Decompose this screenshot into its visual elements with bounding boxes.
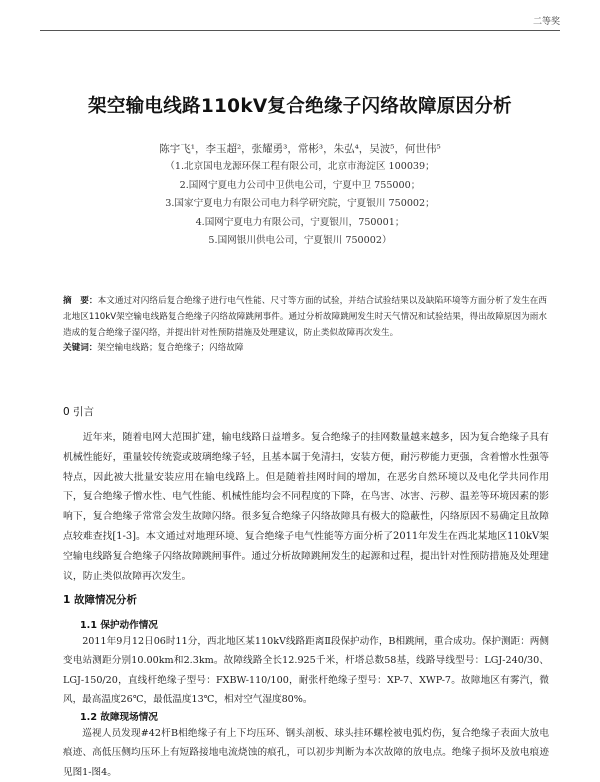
abstract-label: 摘 要： — [63, 296, 98, 306]
section-1-1-heading: 1.1 保护动作情况 — [80, 620, 158, 631]
section-1-heading: 1 故障情况分析 — [63, 594, 137, 606]
section-1-1-body: 2011年9月12日06时11分，西北地区某110kV线路距离Ⅱ段保护动作，B相跳闸，重合成功。保护测距：两侧变电站测距分别10.00km和2.3km。故障线路全长12.925千米，杆塔总数58基，线路导线型号：LGJ-240/30、LGJ-150/20，直线杆绝缘子型号：FXBW-110/100，耐张杆绝缘子型号：XP-7、XWP-7。故障地区有雾汽，微风，最高温度26℃，最低温度13℃，相对空气湿度80%。 — [63, 636, 549, 706]
section-1-2-body: 巡视人员发现#42杆B相绝缘子有上下均压环、钢头剖板、球头挂环螺栓被电弧灼伤，复合绝缘子表面大放电痕迹、高低压侧均压环上有短路接地电流烧蚀的痕孔，可以初步判断为本次故障的放电点。绝缘子损坏及放电痕迹见图1-图4。 — [63, 728, 549, 778]
keywords — [63, 341, 547, 353]
section-0-body: 近年来，随着电网大范围扩建，输电线路日益增多。复合绝缘子的挂网数量越来越多，因为复合绝缘子具有机械性能好，重量较传统瓷或玻璃绝缘子轻，且基本属于免清扫，安装方便，耐污秽能力更强，含着憎水性强等特点，因此被大批量安装应用在输电线路上。但是随着挂网时间的增加，在恶劣自然环境以及电化学共同作用下，复合绝缘子憎水性、电气性能、机械性能均会不同程度的下降，在鸟害、冰害、污秽、温差等环境因素的影响下，复合绝缘子常常会发生故障闪络。很多复合绝缘子闪络故障具有极大的隐蔽性，闪络原因不易确定且故障点较难查找[1-3]。本文通过对地理环境、复合绝缘子电气性能等方面分析了2011年发生在西北某地区110kV架空输电线路复合绝缘子闪络故障跳闸事件。通过分析故障跳闸发生的起源和过程，提出针对性预防措施及处理建议，防止类似故障再次发生。 — [63, 432, 549, 582]
keywords-text: 架空输电线路；复合绝缘子；闪络故障 — [97, 343, 244, 353]
author-list: 陈宇飞¹，李玉超²，张耀勇³，常彬³，朱弘⁴，吴波⁵，何世伟⁵ — [159, 143, 441, 155]
paper-title: 架空输电线路110kV复合绝缘子闪络故障原因分析 — [88, 96, 512, 117]
affiliation-line: （1.北京国电龙源环保工程有限公司，北京市海淀区 100039； — [165, 161, 435, 172]
abstract — [63, 293, 547, 341]
keywords-label: 关键词： — [63, 343, 98, 353]
affiliation-line: 5.国网银川供电公司，宁夏银川 750002） — [208, 235, 392, 246]
section-1-2-heading: 1.2 故障现场情况 — [80, 712, 158, 723]
section-0-heading: 0 引言 — [63, 406, 95, 418]
header-label: 二等奖 — [532, 17, 560, 27]
abstract-text: 本文通过对闪络后复合绝缘子进行电气性能、尺寸等方面的试验，并结合试验结果以及缺陷环境等方面分析了发生在西北地区110kV架空输电线路复合绝缘子闪络故障跳闸事件。通过分析故障跳闸发生时天气情况和试验结果，得出故障原因为雨水造成的复合绝缘子湿闪络，并提出针对性预防措施及处理建议，防止类似故障再次发生。 — [63, 296, 547, 338]
affiliation-line: 2.国网宁夏电力公司中卫供电公司，宁夏中卫 755000； — [179, 179, 421, 191]
affiliation-list — [40, 158, 560, 251]
affiliation-line: 4.国网宁夏电力有限公司，宁夏银川，750001； — [195, 216, 405, 228]
affiliation-line: 3.国家宁夏电力有限公司电力科学研究院，宁夏银川 750002； — [165, 198, 435, 209]
header-rule — [40, 30, 560, 31]
